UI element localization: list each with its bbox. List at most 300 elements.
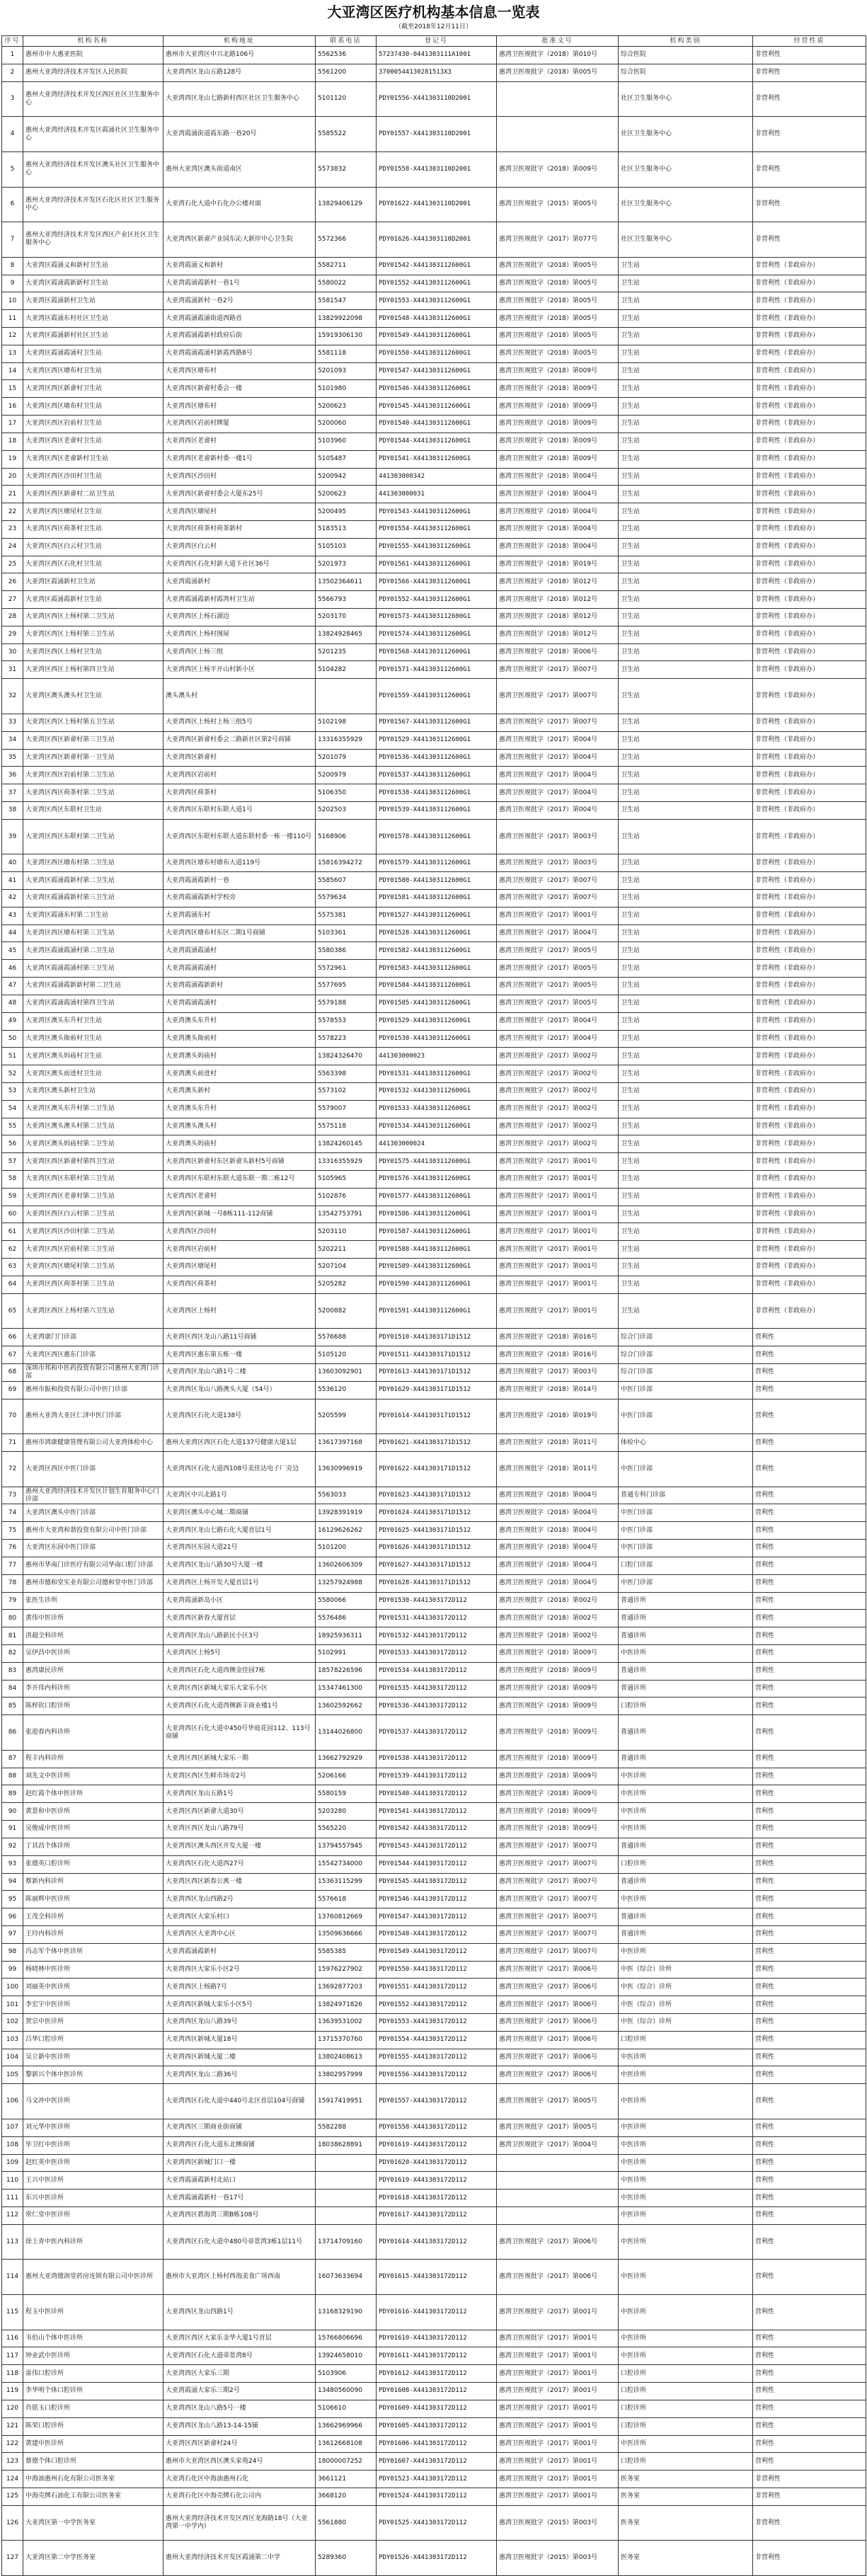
cell-category: 中医诊所 xyxy=(619,2172,753,2189)
cell-registration: PDY01539-X441303172D112 xyxy=(377,1768,497,1785)
cell-registration: PDY01546-X441303112600G1 xyxy=(377,380,497,398)
table-row xyxy=(2,2471,866,2488)
cell-address: 大亚湾西区石化大道西108号美佳达电子厂旁边 xyxy=(163,1452,316,1487)
cell-registration: PDY01530-X441303112600G1 xyxy=(377,1030,497,1048)
table-row xyxy=(2,292,866,310)
cell-address: 大亚湾西区岩前村 xyxy=(163,767,316,784)
cell-phone: 18925936311 xyxy=(316,1627,377,1645)
table-row xyxy=(2,1276,866,1293)
table-row xyxy=(2,942,866,960)
table-row xyxy=(2,731,866,749)
cell-address: 大亚湾区西区大家乐金华大厦1号首层 xyxy=(163,2330,316,2347)
cell-name: 深圳市邦和中医药投资有限公司惠州大亚湾门诊部 xyxy=(23,1363,163,1381)
cell-registration: PDY01578-X441303112600G1 xyxy=(377,819,497,854)
cell-approval: 惠湾卫医规批字（2018）第005号 xyxy=(497,292,619,310)
cell-nature: 营利性 xyxy=(753,2347,866,2365)
cell-phone: 13480560090 xyxy=(316,2383,377,2400)
cell-registration: PDY01510-X441303171D1512 xyxy=(377,1329,497,1346)
cell-address: 大亚湾澳头前进村 xyxy=(163,1065,316,1083)
cell-name: 丁其昌个体诊所 xyxy=(23,1838,163,1855)
cell-no: 14 xyxy=(2,362,23,380)
cell-name: 毕卫红中医诊所 xyxy=(23,2136,163,2154)
cell-name: 大亚湾区西区老畲新村卫生站 xyxy=(23,450,163,468)
cell-category: 普通专科门诊部 xyxy=(619,1487,753,1504)
cell-address: 大亚湾西区新畲产业园东沁大新岸中心卫生院 xyxy=(163,222,316,258)
cell-registration: PDY01546-X441303172D112 xyxy=(377,1891,497,1908)
cell-registration: PDY01554-X441303172D112 xyxy=(377,2031,497,2049)
cell-address: 大亚湾西区龙山五路128号 xyxy=(163,64,316,81)
cell-no: 3 xyxy=(2,81,23,117)
cell-phone: 5576618 xyxy=(316,1891,377,1908)
cell-nature: 非营利性 xyxy=(753,81,866,117)
cell-phone: 5103361 xyxy=(316,925,377,942)
cell-nature: 营利性 xyxy=(753,1925,866,1943)
cell-nature: 营利性 xyxy=(753,1943,866,1961)
cell-name: 大亚湾区西区岩前村第三卫生站 xyxy=(23,1241,163,1259)
cell-phone xyxy=(316,2172,377,2189)
cell-no: 101 xyxy=(2,1996,23,2014)
cell-address: 大亚湾西区新城门口一楼 xyxy=(163,2154,316,2172)
cell-nature: 非营利性（非政府办） xyxy=(753,1065,866,1083)
cell-address: 大亚湾澳头澳头村 xyxy=(163,1118,316,1135)
table-row xyxy=(2,2505,866,2541)
cell-name: 大亚湾区西区新畲村二站卫生站 xyxy=(23,486,163,503)
cell-nature: 非营利性 xyxy=(753,2541,866,2576)
cell-approval: 惠湾卫医规批字（2018）第004号 xyxy=(497,1522,619,1540)
cell-no: 36 xyxy=(2,767,23,784)
cell-category: 综合门诊部 xyxy=(619,1363,753,1381)
cell-nature: 营利性 xyxy=(753,1680,866,1698)
cell-nature: 非营利性（非政府办） xyxy=(753,978,866,995)
cell-phone: 5580386 xyxy=(316,942,377,960)
cell-nature: 营利性 xyxy=(753,1908,866,1926)
cell-category: 卫生站 xyxy=(619,1171,753,1189)
cell-name: 大亚湾康门门诊部 xyxy=(23,1329,163,1346)
table-row xyxy=(2,626,866,643)
cell-registration: PDY01545-X441303112600G1 xyxy=(377,398,497,416)
table-row xyxy=(2,1452,866,1487)
table-row xyxy=(2,538,866,556)
cell-no: 20 xyxy=(2,468,23,486)
cell-address: 大亚湾西区白云村 xyxy=(163,538,316,556)
cell-no: 21 xyxy=(2,486,23,503)
cell-no: 48 xyxy=(2,995,23,1012)
cell-name: 陈梓钦口腔诊所 xyxy=(23,1698,163,1715)
cell-name: 大亚湾区西区塘布村卫生站 xyxy=(23,398,163,416)
cell-category: 社区卫生服务中心 xyxy=(619,117,753,152)
cell-address: 大亚湾霞涌新村一巷2号 xyxy=(163,292,316,310)
cell-approval: 惠湾卫医规批字（2017）第001号 xyxy=(497,1293,619,1329)
cell-category: 综合医院 xyxy=(619,64,753,81)
cell-category: 中医诊所 xyxy=(619,2206,753,2224)
cell-name: 赵红英中医诊所 xyxy=(23,2154,163,2172)
table-row xyxy=(2,468,866,486)
cell-nature: 非营利性（非政府办） xyxy=(753,257,866,275)
cell-phone: 5575118 xyxy=(316,1118,377,1135)
cell-name: 大亚湾区霞涌东村社区卫生站 xyxy=(23,310,163,328)
cell-phone: 5200623 xyxy=(316,398,377,416)
cell-name: 大亚湾区澳头澳头村第二卫生站 xyxy=(23,1118,163,1135)
cell-no: 80 xyxy=(2,1610,23,1627)
cell-address: 大亚湾西区东联村东联大道东联一期二栋12号 xyxy=(163,1171,316,1189)
cell-category: 普通诊所 xyxy=(619,1908,753,1926)
cell-approval: 惠湾卫医规批字（2018）第009号 xyxy=(497,151,619,187)
cell-name: 大亚湾区西区上杨村第三卫生站 xyxy=(23,626,163,643)
cell-approval: 惠湾卫医规批字（2017）第007号 xyxy=(497,890,619,908)
cell-category: 中医门诊部 xyxy=(619,1522,753,1540)
cell-registration: PDY01576-X441303112600G1 xyxy=(377,1171,497,1189)
cell-name: 大亚湾区西区上杨村第四卫生站 xyxy=(23,661,163,679)
cell-nature: 营利性 xyxy=(753,1329,866,1346)
cell-category: 卫生站 xyxy=(619,960,753,978)
cell-address: 大亚湾霞涌霞新村一巷1号 xyxy=(163,275,316,292)
cell-approval: 惠湾卫医规批字（2018）第014号 xyxy=(497,1381,619,1399)
cell-approval: 惠湾卫医规批字（2018）第016号 xyxy=(497,1329,619,1346)
cell-phone: 13760812669 xyxy=(316,1908,377,1926)
table-row xyxy=(2,661,866,679)
cell-registration: PDY01624-X441303171D1512 xyxy=(377,1504,497,1522)
cell-phone: 13714709160 xyxy=(316,2224,377,2260)
table-row xyxy=(2,1012,866,1030)
cell-registration: 441303000342 xyxy=(377,468,497,486)
cell-registration: PDY01553-X441303172D112 xyxy=(377,2014,497,2032)
cell-category: 卫生站 xyxy=(619,556,753,573)
table-row xyxy=(2,257,866,275)
cell-name: 黄伟中医诊所 xyxy=(23,1610,163,1627)
cell-address: 大亚湾澳头妈庙村 xyxy=(163,1135,316,1153)
cell-phone: 5563033 xyxy=(316,1487,377,1504)
cell-name: 中海壳牌石油化工有限公司医务室 xyxy=(23,2488,163,2505)
table-row xyxy=(2,819,866,854)
cell-nature: 营利性 xyxy=(753,2400,866,2417)
cell-phone: 13617397168 xyxy=(316,1434,377,1452)
cell-phone: 5202503 xyxy=(316,801,377,819)
cell-phone: 13257924988 xyxy=(316,1574,377,1592)
cell-category: 卫生站 xyxy=(619,292,753,310)
table-row xyxy=(2,2295,866,2330)
cell-phone: 5206166 xyxy=(316,1768,377,1785)
cell-name: 肖铭玉口腔诊所 xyxy=(23,2400,163,2417)
cell-category: 综合医院 xyxy=(619,47,753,64)
cell-address: 大亚湾西区龙山二路36号 xyxy=(163,2066,316,2084)
cell-address: 大亚湾西区塘布村 xyxy=(163,398,316,416)
table-row xyxy=(2,2400,866,2417)
cell-phone: 5289360 xyxy=(316,2541,377,2576)
cell-no: 82 xyxy=(2,1644,23,1662)
cell-no: 77 xyxy=(2,1557,23,1574)
cell-phone xyxy=(316,2206,377,2224)
cell-address: 大亚湾澳头东升村 xyxy=(163,1100,316,1118)
table-row xyxy=(2,767,866,784)
cell-name: 陈荣口腔诊所 xyxy=(23,2417,163,2435)
cell-registration: PDY01524-X441303172D112 xyxy=(377,2488,497,2505)
cell-registration: PDY01528-X441303112600G1 xyxy=(377,925,497,942)
cell-nature: 非营利性（非政府办） xyxy=(753,538,866,556)
table-row xyxy=(2,1082,866,1100)
cell-registration: PDY01534-X441303112600G1 xyxy=(377,1118,497,1135)
cell-phone: 15976227902 xyxy=(316,1961,377,1979)
cell-nature: 营利性 xyxy=(753,1996,866,2014)
table-row xyxy=(2,1768,866,1785)
header-cell-name: 机构名称 xyxy=(23,36,163,47)
cell-phone: 13502364611 xyxy=(316,573,377,591)
cell-approval: 惠湾卫医规批字（2015）第005号 xyxy=(497,187,619,222)
cell-address: 大亚湾西区石化大道西侧新丰商业楼1号 xyxy=(163,1698,316,1715)
cell-category: 中医门诊部 xyxy=(619,1452,753,1487)
cell-approval: 惠湾卫医规批字（2018）第011号 xyxy=(497,1434,619,1452)
cell-nature: 营利性 xyxy=(753,1803,866,1821)
cell-name: 杨晓林中医诊所 xyxy=(23,1961,163,1979)
cell-registration: PDY01614-X441303172D112 xyxy=(377,2224,497,2260)
cell-registration: PDY01561-X441303112600G1 xyxy=(377,556,497,573)
cell-approval: 惠湾卫医规批字（2017）第005号 xyxy=(497,995,619,1012)
cell-no: 111 xyxy=(2,2189,23,2207)
cell-no: 91 xyxy=(2,1821,23,1838)
cell-no: 50 xyxy=(2,1030,23,1048)
cell-approval: 惠湾卫医规批字（2017）第001号 xyxy=(497,2365,619,2383)
cell-phone: 5201235 xyxy=(316,643,377,661)
cell-no: 113 xyxy=(2,2224,23,2260)
cell-nature: 非营利性（非政府办） xyxy=(753,609,866,626)
cell-category: 中医诊所 xyxy=(619,2435,753,2453)
cell-address: 大亚湾西区三期商业街商铺 xyxy=(163,2119,316,2136)
cell-no: 93 xyxy=(2,1855,23,1873)
cell-category: 中医诊所 xyxy=(619,2224,753,2260)
cell-name: 大亚湾区西区老畲村卫生站 xyxy=(23,433,163,450)
cell-nature: 非营利性 xyxy=(753,2471,866,2488)
cell-category: 口腔诊所 xyxy=(619,2383,753,2400)
cell-approval: 惠湾卫医规批字（2017）第004号 xyxy=(497,925,619,942)
cell-approval: 惠湾卫医规批字（2018）第011号 xyxy=(497,1452,619,1487)
cell-nature: 营利性 xyxy=(753,2154,866,2172)
table-row xyxy=(2,1961,866,1979)
table-row xyxy=(2,1259,866,1276)
cell-name: 惠州市华南门诊医疗有限公司华南口腔门诊部 xyxy=(23,1557,163,1574)
cell-approval: 惠湾卫医规批字（2018）第009号 xyxy=(497,450,619,468)
cell-address: 大亚湾西区石化大道帝景湾8号 xyxy=(163,2347,316,2365)
cell-address: 大亚湾西区沙田村 xyxy=(163,1223,316,1241)
cell-name: 大亚湾区霞涌新村社区卫生站 xyxy=(23,328,163,345)
cell-nature: 营利性 xyxy=(753,1452,866,1487)
cell-category: 卫生站 xyxy=(619,784,753,802)
cell-category: 中医诊所 xyxy=(619,2066,753,2084)
cell-phone: 5585522 xyxy=(316,117,377,152)
cell-registration: PDY01613-X441303171D1512 xyxy=(377,1363,497,1381)
table-row xyxy=(2,573,866,591)
cell-phone: 13662969966 xyxy=(316,2417,377,2435)
cell-approval xyxy=(497,117,619,152)
cell-name: 张迎春内科诊所 xyxy=(23,1715,163,1751)
cell-nature: 营利性 xyxy=(753,1487,866,1504)
cell-phone: 5104282 xyxy=(316,661,377,679)
cell-address: 大亚湾西区上杨三组 xyxy=(163,643,316,661)
cell-no: 95 xyxy=(2,1891,23,1908)
cell-name: 徐上青中医内科诊所 xyxy=(23,2224,163,2260)
cell-phone: 18038628891 xyxy=(316,2136,377,2154)
cell-category: 中医门诊部 xyxy=(619,1540,753,1557)
cell-name: 吴俊成中医诊所 xyxy=(23,1821,163,1838)
cell-nature: 非营利性（非政府办） xyxy=(753,767,866,784)
cell-name: 大亚湾区霞涌霞涌村卫生站 xyxy=(23,345,163,362)
cell-address: 大亚湾霞涌新村 xyxy=(163,573,316,591)
cell-registration: PDY01526-X441303172D112 xyxy=(377,2541,497,2576)
cell-nature: 营利性 xyxy=(753,1644,866,1662)
cell-approval: 惠湾卫医规批字（2018）第002号 xyxy=(497,1592,619,1610)
cell-phone xyxy=(316,2189,377,2207)
cell-category: 普通诊所 xyxy=(619,1610,753,1627)
cell-address: 大亚湾西区龙山四路2号 xyxy=(163,1891,316,1908)
cell-phone: 5563398 xyxy=(316,1065,377,1083)
table-row xyxy=(2,2049,866,2066)
cell-nature: 营利性 xyxy=(753,2365,866,2383)
cell-phone: 5582711 xyxy=(316,257,377,275)
cell-category: 卫生站 xyxy=(619,1153,753,1171)
cell-phone: 5106610 xyxy=(316,2400,377,2417)
cell-no: 99 xyxy=(2,1961,23,1979)
cell-address: 大亚湾西区上杨村上杨三组5号 xyxy=(163,714,316,731)
cell-approval: 惠湾卫医规批字（2017）第001号 xyxy=(497,1206,619,1223)
cell-phone: 5200882 xyxy=(316,1293,377,1329)
cell-nature: 营利性 xyxy=(753,1873,866,1891)
cell-phone: 5105103 xyxy=(316,538,377,556)
cell-registration: PDY01587-X441303112600G1 xyxy=(377,1223,497,1241)
cell-address: 大亚湾西区龙山七路石化大厦首层1号 xyxy=(163,1522,316,1540)
cell-phone: 5578553 xyxy=(316,1012,377,1030)
cell-no: 86 xyxy=(2,1715,23,1751)
table-row xyxy=(2,2453,866,2471)
cell-category: 普通诊所 xyxy=(619,1680,753,1698)
table-row xyxy=(2,1610,866,1627)
cell-address: 大亚湾霞涌霞新村一巷 xyxy=(163,872,316,890)
cell-registration: PDY01629-X441303171D1512 xyxy=(377,1381,497,1399)
cell-no: 46 xyxy=(2,960,23,978)
cell-nature: 非营利性 xyxy=(753,2488,866,2505)
cell-category: 综合门诊部 xyxy=(619,1329,753,1346)
cell-name: 程丰内科诊所 xyxy=(23,1750,163,1768)
cell-nature: 营利性 xyxy=(753,1610,866,1627)
cell-no: 15 xyxy=(2,380,23,398)
cell-address: 大亚湾澳头妈庙村 xyxy=(163,1048,316,1065)
cell-phone: 15766806696 xyxy=(316,2330,377,2347)
cell-nature: 营利性 xyxy=(753,2453,866,2471)
cell-approval: 惠湾卫医规批字（2017）第001号 xyxy=(497,2488,619,2505)
cell-address: 大亚湾区西区新城大家乐一期 xyxy=(163,1750,316,1768)
cell-nature: 非营利性 xyxy=(753,187,866,222)
cell-approval: 惠湾卫医规批字（2018）第005号 xyxy=(497,328,619,345)
cell-approval: 惠湾卫医规批字（2017）第007号 xyxy=(497,1873,619,1891)
cell-nature: 非营利性（非政府办） xyxy=(753,362,866,380)
cell-name: 黎新兴个体中医诊所 xyxy=(23,2066,163,2084)
cell-approval: 惠湾卫医规批字（2018）第012号 xyxy=(497,609,619,626)
cell-nature: 非营利性（非政府办） xyxy=(753,450,866,468)
cell-address: 大亚湾西区大家乐村口 xyxy=(163,1908,316,1926)
cell-approval: 惠湾卫医规批字（2018）第004号 xyxy=(497,520,619,538)
cell-registration: PDY01539-X441303112600G1 xyxy=(377,801,497,819)
cell-no: 52 xyxy=(2,1065,23,1083)
cell-address: 大亚湾西区东联村东联大道东联村委一栋一楼110号 xyxy=(163,819,316,854)
table-row xyxy=(2,1996,866,2014)
cell-registration: PDY01577-X441303112600G1 xyxy=(377,1188,497,1206)
cell-approval: 惠湾卫医规批字（2017）第006号 xyxy=(497,2049,619,2066)
cell-name: 惠州大亚湾经济技术开发区人民医院 xyxy=(23,64,163,81)
cell-name: 黄建中医诊所 xyxy=(23,2435,163,2453)
cell-nature: 非营利性（非政府办） xyxy=(753,1135,866,1153)
cell-nature: 非营利性（非政府办） xyxy=(753,801,866,819)
cell-address: 大亚湾西区新春大厦首层 xyxy=(163,1610,316,1627)
table-row xyxy=(2,1680,866,1698)
cell-approval: 惠湾卫医规批字（2015）第003号 xyxy=(497,2505,619,2541)
cell-nature: 营利性 xyxy=(753,1891,866,1908)
cell-name: 大亚湾区西区老畲村第二卫生站 xyxy=(23,1188,163,1206)
cell-category: 卫生站 xyxy=(619,872,753,890)
cell-category: 医务室 xyxy=(619,2541,753,2576)
cell-approval: 惠湾卫医规批字（2018）第004号 xyxy=(497,1504,619,1522)
cell-no: 79 xyxy=(2,1592,23,1610)
cell-approval: 惠湾卫医规批字（2018）第009号 xyxy=(497,416,619,433)
table-row xyxy=(2,2347,866,2365)
cell-phone: 5168906 xyxy=(316,819,377,854)
cell-registration: PDY01527-X441303112600G1 xyxy=(377,907,497,925)
cell-name: 大亚湾区西区塘布村第三卫生站 xyxy=(23,925,163,942)
cell-no: 45 xyxy=(2,942,23,960)
cell-name: 惠湾康民诊所 xyxy=(23,1662,163,1680)
cell-approval: 惠湾卫医规批字（2017）第003号 xyxy=(497,854,619,872)
table-row xyxy=(2,1662,866,1680)
cell-address: 大亚湾西区新畲村 xyxy=(163,749,316,767)
cell-phone: 5203170 xyxy=(316,609,377,626)
cell-approval: 惠湾卫医规批字（2018）第002号 xyxy=(497,1627,619,1645)
cell-no: 124 xyxy=(2,2471,23,2488)
cell-no: 31 xyxy=(2,661,23,679)
table-row xyxy=(2,801,866,819)
cell-name: 大亚湾区西区岩前村卫生站 xyxy=(23,416,163,433)
cell-no: 123 xyxy=(2,2453,23,2471)
cell-category: 卫生站 xyxy=(619,609,753,626)
cell-registration: PDY01552-X441303172D112 xyxy=(377,1996,497,2014)
cell-nature: 非营利性（非政府办） xyxy=(753,380,866,398)
cell-approval xyxy=(497,81,619,117)
cell-address: 惠州市大亚湾区西区澳头家苑24号 xyxy=(163,2453,316,2471)
cell-no: 16 xyxy=(2,398,23,416)
cell-phone: 5579007 xyxy=(316,1100,377,1118)
cell-approval: 惠湾卫医规批字（2017）第002号 xyxy=(497,1048,619,1065)
cell-approval: 惠湾卫医规批字（2018）第004号 xyxy=(497,538,619,556)
cell-nature: 非营利性（非政府办） xyxy=(753,890,866,908)
table-row xyxy=(2,784,866,802)
cell-nature: 非营利性（非政府办） xyxy=(753,556,866,573)
cell-phone: 15917419951 xyxy=(316,2084,377,2119)
table-row xyxy=(2,2330,866,2347)
cell-name: 大亚湾区澳头澳头村卫生站 xyxy=(23,679,163,714)
cell-no: 55 xyxy=(2,1118,23,1135)
cell-nature: 营利性 xyxy=(753,2295,866,2330)
cell-category: 卫生站 xyxy=(619,1206,753,1223)
cell-registration: PDY01614-X441303171D1512 xyxy=(377,1399,497,1434)
cell-no: 10 xyxy=(2,292,23,310)
cell-no: 17 xyxy=(2,416,23,433)
cell-category: 普通诊所 xyxy=(619,1592,753,1610)
cell-registration: PDY01549-X441303112600G1 xyxy=(377,328,497,345)
cell-address: 大亚湾西区石化村新大道下社区36号 xyxy=(163,556,316,573)
cell-category: 卫生站 xyxy=(619,714,753,731)
cell-approval: 惠湾卫医规批字（2017）第001号 xyxy=(497,907,619,925)
cell-approval: 惠湾卫医规批字（2018）第009号 xyxy=(497,1803,619,1821)
cell-nature: 非营利性（非政府办） xyxy=(753,819,866,854)
cell-no: 64 xyxy=(2,1276,23,1293)
cell-approval: 惠湾卫医规批字（2018）第005号 xyxy=(497,64,619,81)
cell-category: 中医（综合）诊所 xyxy=(619,1996,753,2014)
cell-phone: 5102198 xyxy=(316,714,377,731)
